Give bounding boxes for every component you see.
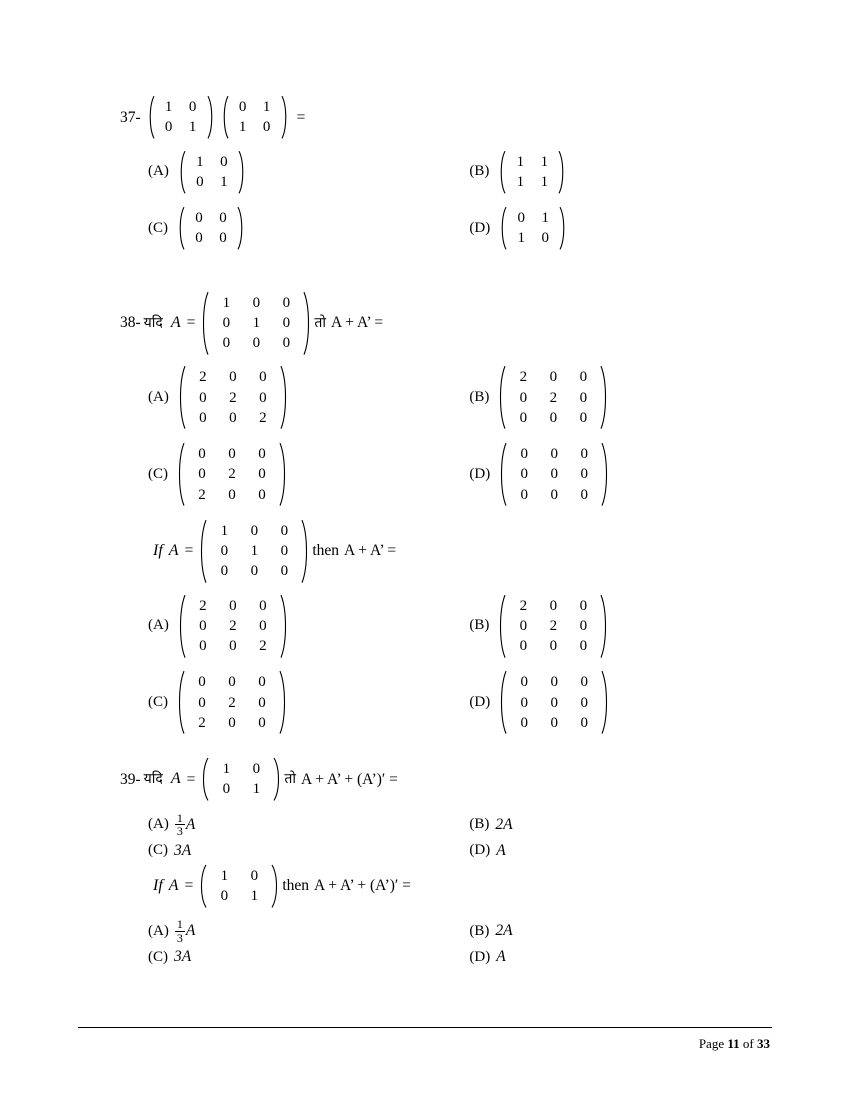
cell: 0	[280, 522, 289, 539]
hindi-if-label: यदि	[143, 314, 163, 331]
paren-left-icon	[177, 150, 186, 195]
equals-sign: =	[186, 770, 196, 788]
option-c[interactable]	[120, 670, 457, 735]
cell: 1	[222, 294, 231, 311]
cell: 1	[540, 153, 549, 170]
paren-left-icon	[198, 864, 207, 909]
cell: 0	[220, 563, 229, 580]
cell: 1	[164, 99, 173, 115]
question-39-options-english	[120, 918, 755, 966]
option-a-text: A	[185, 815, 196, 833]
option-row	[120, 670, 755, 735]
cell: 0	[282, 314, 291, 331]
paren-right-icon	[279, 670, 288, 735]
question-39-number: 39-	[120, 770, 141, 788]
cell: 2	[259, 409, 267, 426]
cell: 0	[550, 486, 558, 503]
cell: 0	[580, 466, 588, 483]
cell: 1	[252, 781, 261, 798]
english-if-label: If	[153, 542, 163, 560]
question-38-matrix-a	[200, 291, 312, 356]
paren-right-icon	[237, 206, 246, 251]
paren-right-icon	[600, 365, 609, 430]
cell: 0	[258, 714, 266, 731]
option-row	[120, 594, 755, 659]
option-label: (D)	[469, 842, 491, 859]
option-a[interactable]	[120, 365, 457, 430]
option-b[interactable]	[457, 594, 755, 659]
cell: 2	[198, 714, 206, 731]
option-label: (B)	[469, 816, 490, 833]
option-d-text: A	[496, 841, 506, 859]
paren-left-icon	[200, 291, 209, 356]
english-then-label: then	[312, 542, 339, 560]
footer-divider	[78, 1027, 772, 1028]
cell: 1	[220, 522, 229, 539]
paren-left-icon	[176, 670, 185, 735]
footer-total-pages: 33	[757, 1036, 770, 1051]
option-a[interactable]	[120, 812, 457, 838]
cell: 0	[220, 887, 229, 904]
cell: 1	[220, 867, 229, 884]
option-label: (D)	[469, 694, 491, 711]
option-label: (B)	[469, 163, 490, 180]
cell: 0	[198, 446, 206, 462]
cell: 0	[550, 694, 558, 711]
cell: 0	[259, 389, 267, 406]
fraction-numerator: 1	[176, 810, 183, 825]
cell: 0	[198, 466, 206, 483]
fraction-one-third	[175, 812, 185, 838]
option-label: (C)	[148, 465, 168, 482]
variable-a: A	[170, 770, 181, 788]
cell: 0	[549, 638, 558, 654]
cell: 0	[259, 597, 267, 614]
cell: 0	[228, 446, 236, 462]
question-37-number: 37-	[120, 108, 141, 126]
cell: 2	[229, 389, 237, 406]
option-row	[120, 442, 755, 507]
option-a-matrix	[177, 365, 289, 430]
option-b-text: 2A	[495, 815, 513, 833]
paren-left-icon	[498, 206, 507, 251]
fraction-numerator: 1	[176, 917, 183, 932]
cell: 2	[259, 638, 267, 654]
option-d-matrix	[498, 206, 568, 251]
option-row	[120, 948, 755, 966]
option-label: (A)	[148, 922, 169, 939]
cell: 0	[579, 597, 588, 614]
cell: 0	[579, 369, 588, 386]
cell: 0	[549, 369, 558, 386]
english-if-label: If	[153, 876, 163, 894]
cell: 0	[550, 466, 558, 483]
option-c-matrix	[176, 670, 288, 735]
cell: 1	[250, 887, 259, 904]
cell: 0	[219, 230, 227, 247]
paren-left-icon	[498, 442, 507, 507]
option-label: (A)	[148, 163, 169, 180]
cell: 0	[517, 210, 525, 226]
cell: 0	[541, 230, 549, 247]
cell: 0	[198, 674, 206, 691]
option-c[interactable]	[120, 948, 457, 966]
paren-left-icon	[177, 365, 186, 430]
paren-left-icon	[146, 95, 155, 140]
cell: 0	[259, 369, 267, 386]
option-b[interactable]	[457, 816, 755, 834]
cell: 0	[222, 314, 231, 331]
option-d-text: A	[496, 948, 506, 966]
option-label: (C)	[148, 219, 168, 236]
cell: 0	[250, 867, 259, 884]
cell: 0	[219, 210, 227, 226]
cell: 0	[520, 446, 528, 462]
cell: 0	[519, 638, 528, 654]
cell: 0	[550, 446, 558, 462]
option-row	[120, 150, 755, 195]
cell: 0	[580, 486, 588, 503]
cell: 1	[516, 173, 525, 190]
question-39-expression: A + A’ + (A’)′ =	[301, 770, 398, 788]
cell: 0	[579, 409, 588, 426]
cell: 0	[280, 543, 289, 559]
paren-right-icon	[559, 206, 568, 251]
option-label: (B)	[469, 617, 490, 634]
cell: 0	[228, 486, 236, 503]
paren-right-icon	[279, 442, 288, 507]
cell: 0	[258, 674, 266, 691]
cell: 0	[259, 617, 267, 634]
cell: 0	[199, 409, 207, 426]
cell: 0	[250, 563, 259, 580]
cell: 2	[199, 369, 207, 386]
cell: 0	[550, 674, 558, 691]
variable-a: A	[168, 876, 179, 894]
cell: 0	[229, 597, 237, 614]
cell: 0	[196, 173, 204, 190]
cell: 0	[229, 409, 237, 426]
hindi-then-label: तो	[314, 314, 326, 331]
question-37-matrix-b	[220, 95, 290, 140]
cell: 0	[220, 543, 229, 559]
cell: 1	[188, 119, 197, 136]
option-a[interactable]	[120, 150, 457, 195]
option-a[interactable]	[120, 918, 457, 944]
cell: 0	[199, 617, 207, 634]
cell: 0	[282, 294, 291, 311]
paren-right-icon	[271, 864, 280, 909]
cell: 0	[549, 597, 558, 614]
paren-right-icon	[280, 594, 289, 659]
option-d[interactable]	[457, 842, 755, 860]
cell: 0	[229, 638, 237, 654]
paren-right-icon	[280, 365, 289, 430]
variable-a: A	[170, 313, 181, 331]
cell: 2	[228, 694, 236, 711]
paren-right-icon	[238, 150, 247, 195]
cell: 0	[198, 694, 206, 711]
cell: 2	[229, 617, 237, 634]
option-label: (A)	[148, 389, 169, 406]
paren-right-icon	[301, 519, 310, 584]
cell: 0	[258, 446, 266, 462]
cell: 0	[520, 466, 528, 483]
cell: 1	[252, 314, 261, 331]
cell: 0	[252, 335, 261, 351]
question-37-matrix-a	[146, 95, 216, 140]
paren-left-icon	[176, 442, 185, 507]
paren-left-icon	[177, 594, 186, 659]
option-a[interactable]	[120, 594, 457, 659]
cell: 0	[252, 294, 261, 311]
page-footer	[699, 1036, 770, 1052]
footer-page-prefix: Page	[698, 1036, 728, 1051]
cell: 0	[228, 674, 236, 691]
paren-right-icon	[601, 442, 610, 507]
cell: 0	[580, 714, 588, 731]
paren-left-icon	[497, 150, 506, 195]
question-39-options-hindi	[120, 812, 755, 860]
option-d-matrix	[498, 442, 610, 507]
english-then-label: then	[282, 877, 309, 895]
option-label: (D)	[469, 948, 491, 965]
question-38-number: 38-	[120, 314, 141, 332]
fraction-one-third	[175, 918, 185, 944]
option-b[interactable]	[457, 150, 755, 195]
cell: 0	[580, 446, 588, 462]
option-label: (B)	[469, 922, 490, 939]
cell: 2	[549, 389, 558, 406]
option-c[interactable]	[120, 442, 457, 507]
equals-sign: =	[184, 877, 194, 895]
option-b-matrix	[497, 150, 567, 195]
cell: 0	[195, 210, 203, 226]
option-b[interactable]	[457, 365, 755, 430]
question-38-matrix-a-english	[198, 519, 310, 584]
option-label: (B)	[469, 389, 490, 406]
paren-right-icon	[281, 95, 290, 140]
cell: 1	[540, 173, 549, 190]
option-a-text: A	[185, 922, 196, 940]
cell: 0	[199, 638, 207, 654]
cell: 0	[579, 389, 588, 406]
option-label: (C)	[148, 948, 168, 965]
cell: 1	[262, 99, 271, 115]
cell: 0	[579, 638, 588, 654]
cell: 2	[519, 369, 528, 386]
option-c-text: 3A	[174, 841, 192, 859]
cell: 1	[250, 543, 259, 559]
equals-sign: =	[184, 542, 194, 560]
cell: 0	[199, 389, 207, 406]
option-label: (C)	[148, 694, 168, 711]
cell: 0	[228, 714, 236, 731]
cell: 0	[520, 674, 528, 691]
paren-right-icon	[303, 291, 312, 356]
question-37-options	[120, 150, 755, 251]
question-38-options-english	[120, 594, 755, 736]
cell: 0	[250, 522, 259, 539]
cell: 0	[222, 335, 231, 351]
paren-left-icon	[497, 365, 506, 430]
cell: 0	[519, 389, 528, 406]
fraction-denominator: 3	[176, 824, 183, 839]
paren-left-icon	[198, 519, 207, 584]
cell: 1	[516, 153, 525, 170]
question-39	[120, 757, 755, 966]
option-c[interactable]	[120, 206, 457, 251]
question-39-stem-english	[120, 864, 755, 909]
hindi-then-label: तो	[284, 771, 296, 788]
option-row	[120, 206, 755, 251]
option-label: (D)	[469, 219, 491, 236]
option-d[interactable]	[457, 442, 755, 507]
question-38-stem-english	[120, 519, 755, 584]
cell: 0	[520, 714, 528, 731]
question-38-expression-english: A + A’ =	[344, 542, 397, 560]
option-a-matrix	[177, 594, 289, 659]
cell: 2	[199, 597, 207, 614]
option-b-text: 2A	[495, 922, 513, 940]
question-39-matrix-a-english	[198, 864, 280, 909]
cell: 0	[579, 617, 588, 634]
cell: 1	[220, 173, 228, 190]
cell: 0	[195, 230, 203, 247]
paren-left-icon	[498, 670, 507, 735]
option-b[interactable]	[457, 922, 755, 940]
option-b-matrix	[497, 594, 609, 659]
paren-left-icon	[200, 757, 209, 802]
question-37-stem	[120, 95, 755, 140]
option-label: (A)	[148, 617, 169, 634]
option-c-matrix	[176, 442, 288, 507]
question-37	[120, 95, 755, 251]
cell: 0	[282, 335, 291, 351]
cell: 0	[519, 617, 528, 634]
paren-right-icon	[558, 150, 567, 195]
question-38-stem-hindi	[120, 291, 755, 356]
hindi-if-label: यदि	[143, 771, 163, 788]
cell: 0	[258, 694, 266, 711]
cell: 1	[517, 230, 525, 247]
option-b-matrix	[497, 365, 609, 430]
cell: 0	[238, 99, 247, 115]
question-38	[120, 291, 755, 736]
option-c[interactable]	[120, 842, 457, 860]
cell: 0	[164, 119, 173, 136]
cell: 0	[262, 119, 271, 136]
paren-right-icon	[273, 757, 282, 802]
fraction-denominator: 3	[176, 930, 183, 945]
equals-sign: =	[186, 314, 196, 332]
option-label: (C)	[148, 842, 168, 859]
question-38-expression: A + A’ =	[331, 314, 384, 332]
option-d[interactable]	[457, 206, 755, 251]
cell: 0	[188, 99, 197, 115]
variable-a: A	[168, 542, 179, 560]
option-label: (D)	[469, 465, 491, 482]
cell: 0	[519, 409, 528, 426]
cell: 0	[550, 714, 558, 731]
cell: 0	[258, 466, 266, 483]
footer-of-text: of	[739, 1036, 757, 1051]
cell: 1	[238, 119, 247, 136]
paren-right-icon	[601, 670, 610, 735]
option-row	[120, 842, 755, 860]
option-c-text: 3A	[174, 948, 192, 966]
cell: 0	[252, 761, 261, 777]
paren-left-icon	[220, 95, 229, 140]
option-c-matrix	[176, 206, 246, 251]
paren-left-icon	[497, 594, 506, 659]
cell: 2	[549, 617, 558, 634]
question-37-equals: =	[296, 108, 306, 126]
cell: 0	[520, 486, 528, 503]
option-d[interactable]	[457, 670, 755, 735]
question-39-matrix-a	[200, 757, 282, 802]
question-39-expression-english: A + A’ + (A’)′ =	[314, 877, 411, 895]
cell: 1	[196, 153, 204, 170]
cell: 0	[580, 674, 588, 691]
option-row	[120, 365, 755, 430]
cell: 2	[519, 597, 528, 614]
paren-right-icon	[207, 95, 216, 140]
option-d[interactable]	[457, 948, 755, 966]
question-38-options-hindi	[120, 365, 755, 507]
cell: 0	[222, 781, 231, 798]
paren-right-icon	[600, 594, 609, 659]
cell: 1	[222, 761, 231, 777]
question-39-stem-hindi	[120, 757, 755, 802]
cell: 0	[258, 486, 266, 503]
cell: 1	[541, 210, 549, 226]
option-d-matrix	[498, 670, 610, 735]
cell: 2	[198, 486, 206, 503]
cell: 2	[228, 466, 236, 483]
cell: 0	[280, 563, 289, 580]
cell: 0	[580, 694, 588, 711]
cell: 0	[549, 409, 558, 426]
cell: 0	[520, 694, 528, 711]
paren-left-icon	[176, 206, 185, 251]
option-row	[120, 918, 755, 944]
option-label: (A)	[148, 816, 169, 833]
option-row	[120, 812, 755, 838]
option-a-matrix	[177, 150, 247, 195]
cell: 0	[229, 369, 237, 386]
footer-page-number: 11	[727, 1036, 740, 1051]
cell: 0	[220, 153, 228, 170]
